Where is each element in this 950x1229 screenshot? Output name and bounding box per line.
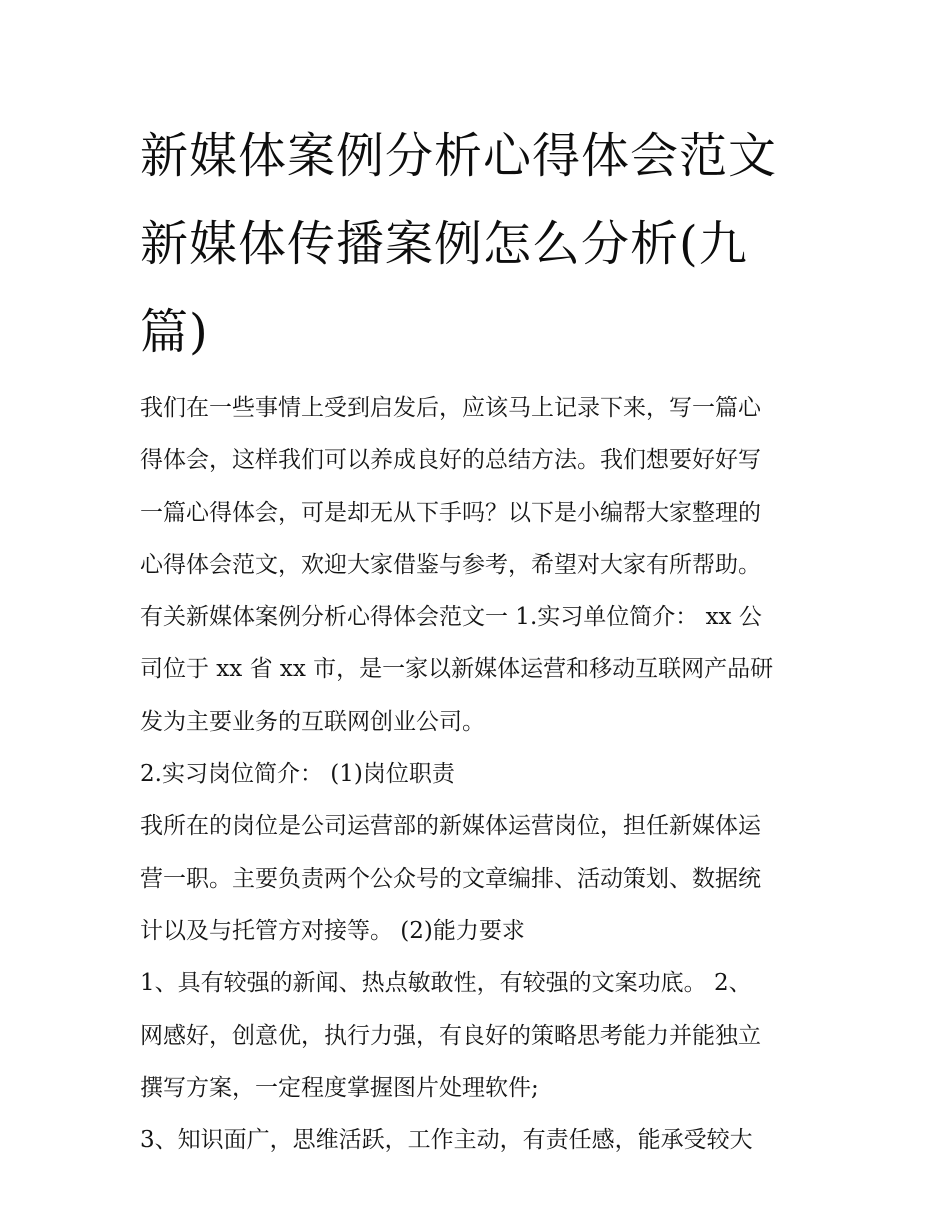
body-line: 2.实习岗位简介： (1)岗位职责 <box>140 761 455 788</box>
body-line: 一篇心得体会，可是却无从下手吗？以下是小编帮大家整理的 <box>140 499 761 526</box>
body-line: 撰写方案，一定程度掌握图片处理软件; <box>140 1074 539 1101</box>
body-line: 发为主要业务的互联网创业公司。 <box>140 708 485 735</box>
document-page <box>140 112 820 1166</box>
body-line: 司位于 xx 省 xx 市，是一家以新媒体运营和移动互联网产品研 <box>140 656 774 683</box>
body-line: 心得体会范文，欢迎大家借鉴与参考，希望对大家有所帮助。 <box>140 551 761 578</box>
document-body <box>140 382 820 1166</box>
body-line: 得体会，这样我们可以养成良好的总结方法。我们想要好好写 <box>140 447 761 474</box>
body-line: 营一职。主要负责两个公众号的文章编排、活动策划、数据统 <box>140 865 761 892</box>
body-line: 网感好，创意优，执行力强，有良好的策略思考能力并能独立 <box>140 1022 761 1049</box>
body-line: 计以及与托管方对接等。 (2)能力要求 <box>140 917 525 944</box>
title-line: 新媒体传播案例怎么分析(九 <box>140 216 748 272</box>
body-line: 有关新媒体案例分析心得体会范文一 1.实习单位简介： xx 公 <box>140 604 762 631</box>
body-line: 1、具有较强的新闻、热点敏敢性，有较强的文案功底。 2、 <box>140 970 752 997</box>
title-line: 新媒体案例分析心得体会范文 <box>140 128 778 184</box>
body-line: 我所在的岗位是公司运营部的新媒体运营岗位，担任新媒体运 <box>140 813 761 840</box>
body-line: 我们在一些事情上受到启发后，应该马上记录下来，写一篇心 <box>140 395 761 421</box>
document-title <box>140 112 820 376</box>
body-line: 3、知识面广，思维活跃，工作主动，有责任感，能承受较大 <box>140 1127 753 1154</box>
title-line: 篇) <box>140 304 209 360</box>
